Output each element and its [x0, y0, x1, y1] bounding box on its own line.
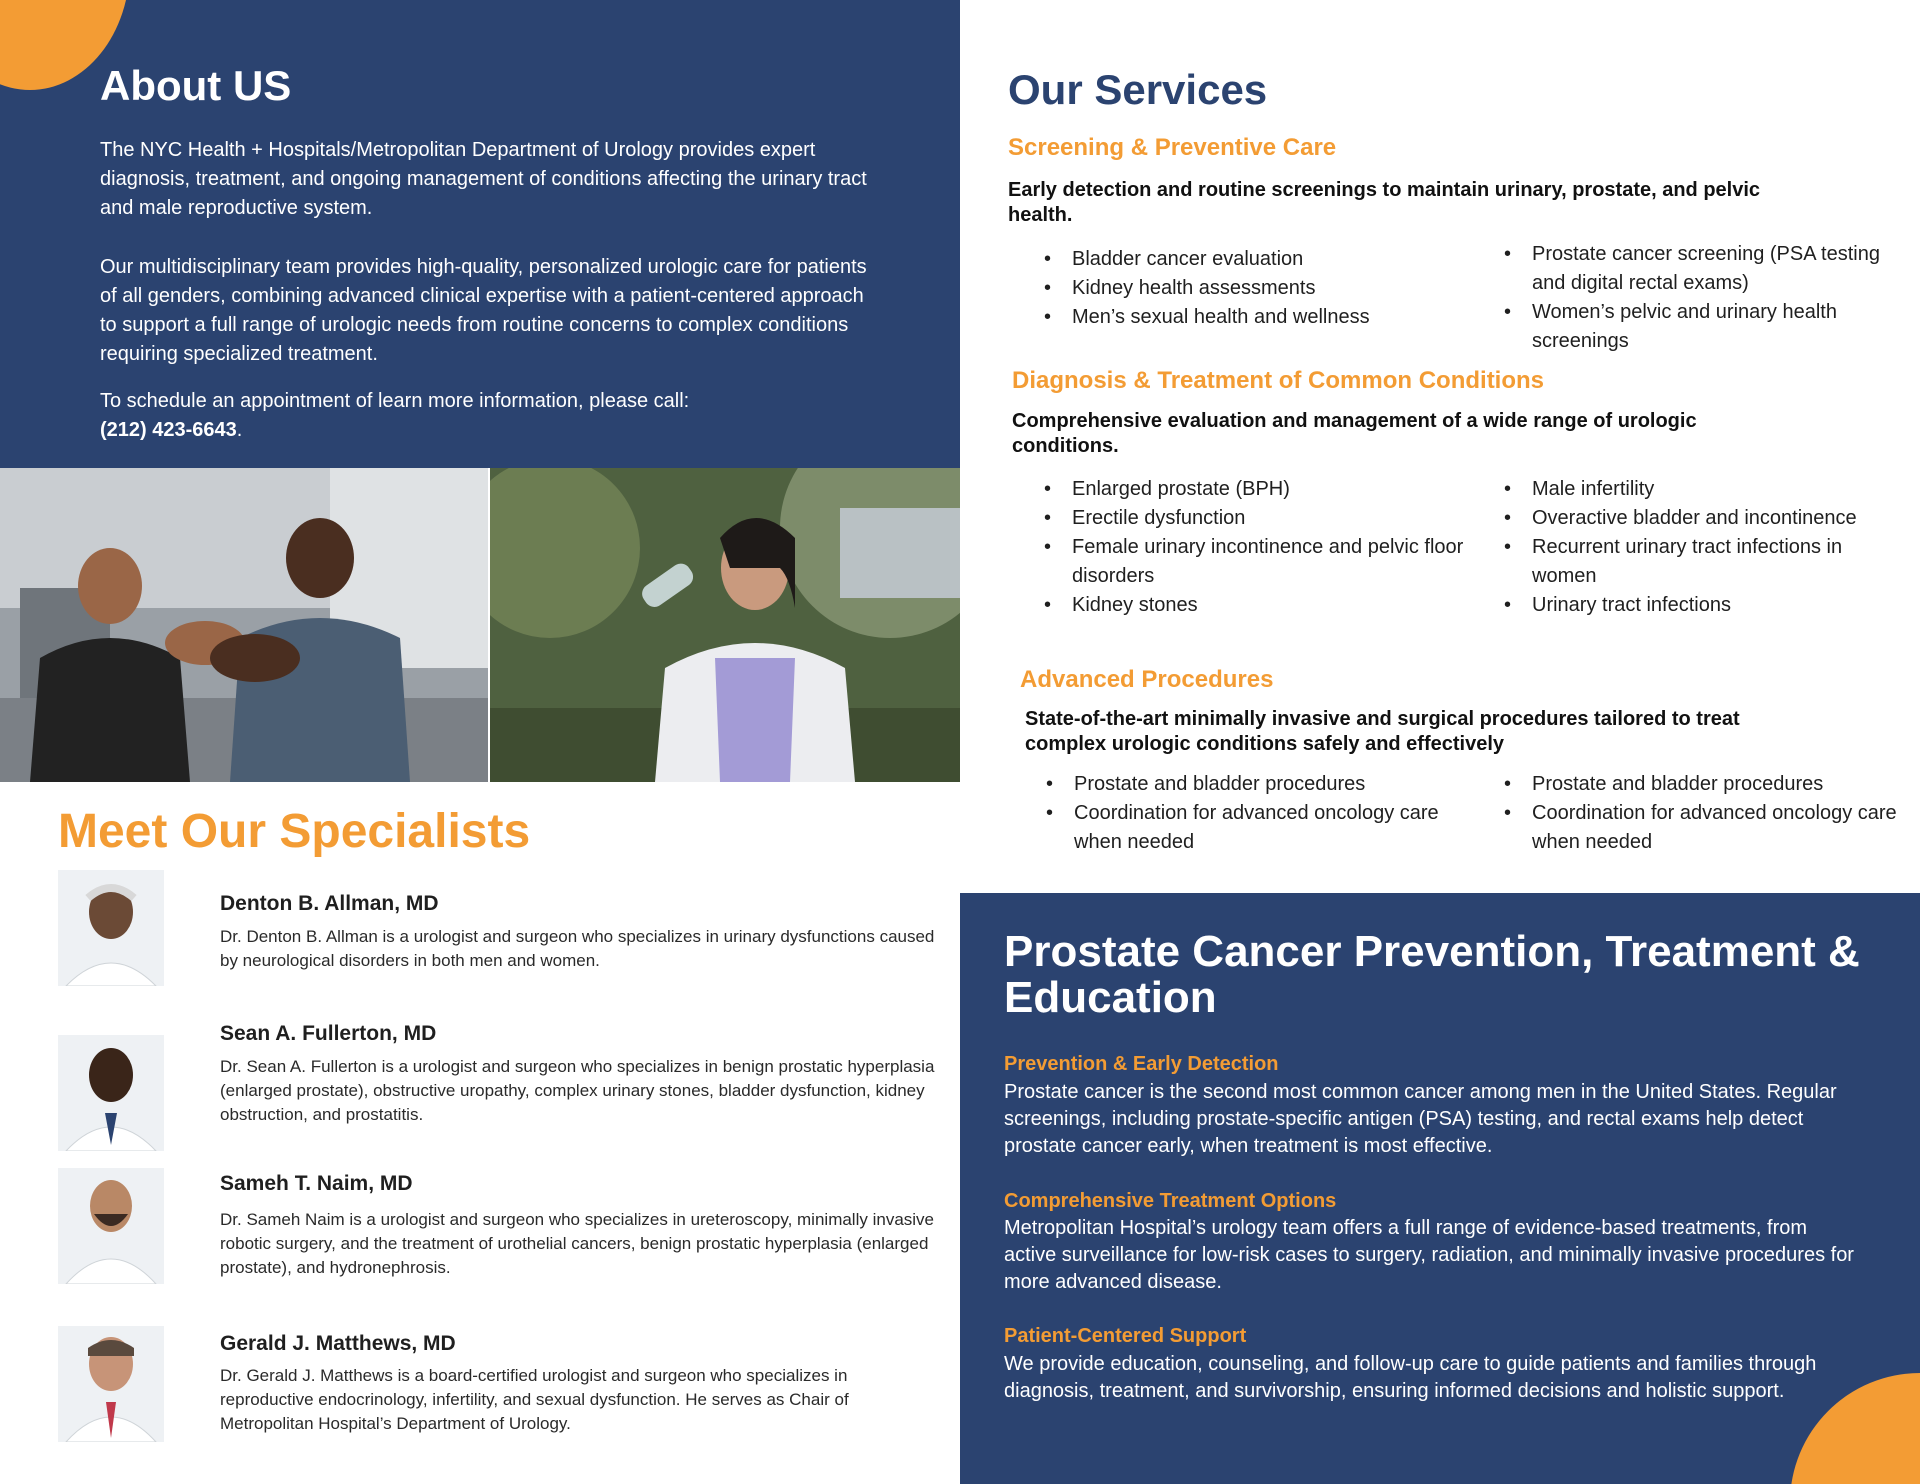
specialist-photo — [58, 1326, 164, 1442]
list-item: • Men’s sexual health and wellness — [1044, 306, 1370, 328]
list-item: • Female urinary incontinence and pelvic floor disorders — [1044, 536, 1464, 587]
about-panel — [0, 0, 960, 468]
list-item: • Male infertility — [1504, 478, 1655, 500]
list-item: • Recurrent urinary tract infections in women — [1504, 536, 1843, 587]
specialist-name: Denton B. Allman, MD — [220, 892, 439, 915]
list-item: • Kidney health assessments — [1044, 277, 1316, 299]
list-item: • Coordination for advanced oncology care when needed — [1504, 802, 1897, 853]
list-item: • Prostate and bladder procedures — [1504, 773, 1824, 795]
specialist-name: Sean A. Fullerton, MD — [220, 1022, 437, 1045]
list-item: • Women’s pelvic and urinary health screenings — [1504, 301, 1837, 352]
specialist-bio: Dr. Sameh Naim is a urologist and surgeon who specializes in ureteroscopy, minimally invasive robotic surgery, and the treatment of urothelial cancers, benign prostatic hyperplasia (enlarged prostate), and hydronephrosis. — [220, 1210, 934, 1277]
list-item: • Coordination for advanced oncology care when needed — [1046, 802, 1439, 853]
list-item: • Overactive bladder and incontinence — [1504, 507, 1857, 529]
diagnosis-heading: Diagnosis & Treatment of Common Conditions — [1012, 367, 1545, 394]
list-item: • Prostate cancer screening (PSA testing and digital rectal exams) — [1504, 243, 1880, 294]
services-title: Our Services — [1008, 66, 1268, 113]
photo-woman-drinking-water — [490, 468, 960, 782]
screening-lead: Early detection and routine screenings to maintain urinary, prostate, and pelvic health. — [1008, 179, 1761, 226]
advanced-heading: Advanced Procedures — [1020, 666, 1274, 693]
diagnosis-list-left — [1044, 475, 1482, 620]
prostate-panel — [960, 893, 1920, 1484]
screening-heading: Screening & Preventive Care — [1008, 134, 1337, 161]
support-body: We provide education, counseling, and follow-up care to guide patients and families through diagnosis, treatment, and survivorship, ensuring informed decisions and holistic support. — [1004, 1353, 1817, 1402]
about-paragraph-1: The NYC Health + Hospitals/Metropolitan Department of Urology provides expert diagnosis, treatment, and ongoing management of conditions affecting the urinary tract and male reproductive system. — [100, 139, 867, 219]
list-item: • Bladder cancer evaluation — [1044, 248, 1304, 270]
list-item: • Kidney stones — [1044, 594, 1198, 616]
about-title: About US — [100, 62, 292, 109]
advanced-lead: State-of-the-art minimally invasive and surgical procedures tailored to treat complex urologic conditions safely and effectively — [1025, 708, 1740, 755]
headshot-illustration — [58, 1326, 164, 1442]
diagnosis-lead: Comprehensive evaluation and management of a wide range of urologic conditions. — [1012, 410, 1697, 457]
specialist-name: Gerald J. Matthews, MD — [220, 1332, 456, 1355]
treatment-heading: Comprehensive Treatment Options — [1004, 1190, 1337, 1212]
prevention-body: Prostate cancer is the second most common cancer among men in the United States. Regular screenings, including prostate-specific antigen (PSA) testing, and rectal exams help detect prostate cancer early, when treatment is most effective. — [1004, 1081, 1837, 1157]
about-paragraph-2: Our multidisciplinary team provides high-quality, personalized urologic care for patients of all genders, combining advanced clinical expertise with a patient-centered approach to support a full range of urologic needs from routine concerns to complex conditions requiring specialized treatment. — [100, 256, 867, 365]
specialist-photo — [58, 1035, 164, 1151]
screening-list-right — [1504, 240, 1902, 356]
headshot-illustration — [58, 1168, 164, 1284]
list-item: • Prostate and bladder procedures — [1046, 773, 1366, 795]
specialist-bio: Dr. Gerald J. Matthews is a board-certified urologist and surgeon who specializes in reproductive endocrinology, infertility, and sexual dysfunction. He serves as Chair of Metropolitan Hospital’s Department of Urology. — [220, 1366, 849, 1433]
phone-suffix: . — [236, 419, 243, 441]
prevention-heading: Prevention & Early Detection — [1004, 1053, 1279, 1075]
phone-number[interactable]: (212) 423-6643 — [100, 419, 237, 441]
advanced-list-right — [1504, 770, 1907, 857]
headshot-illustration — [58, 870, 164, 986]
list-item: • Enlarged prostate (BPH) — [1044, 478, 1290, 500]
list-item: • Urinary tract infections — [1504, 594, 1731, 616]
photo-gym-handshake — [0, 468, 488, 782]
specialist-name: Sameh T. Naim, MD — [220, 1172, 413, 1195]
support-heading: Patient-Centered Support — [1004, 1325, 1247, 1347]
headshot-illustration — [58, 1035, 164, 1151]
specialist-photo — [58, 870, 164, 986]
diagnosis-list-right — [1504, 475, 1902, 620]
list-item: • Erectile dysfunction — [1044, 507, 1246, 529]
outdoor-photo-illustration — [490, 468, 960, 782]
specialist-bio: Dr. Sean A. Fullerton is a urologist and surgeon who specializes in benign prostatic hyperplasia (enlarged prostate), obstructive uropathy, complex urinary stones, bladder dysfunction, kidney obstruction, and prostatitis. — [220, 1057, 935, 1124]
advanced-list-left — [1046, 770, 1474, 857]
specialist-bio: Dr. Denton B. Allman is a urologist and surgeon who specializes in urinary dysfunctions caused by neurological disorders in both men and women. — [220, 927, 935, 970]
screening-list-left — [1044, 245, 1452, 332]
specialists-title: Meet Our Specialists — [58, 805, 531, 858]
prostate-title: Prostate Cancer Prevention, Treatment & Education — [1004, 927, 1860, 1022]
gym-photo-illustration — [0, 468, 488, 782]
about-contact — [100, 387, 880, 445]
specialist-photo — [58, 1168, 164, 1284]
contact-text: To schedule an appointment of learn more information, please call: — [100, 390, 690, 412]
treatment-body: Metropolitan Hospital’s urology team offers a full range of evidence-based treatments, from active surveillance for low-risk cases to surgery, radiation, and minimally invasive procedures for more advanced disease. — [1004, 1217, 1854, 1293]
